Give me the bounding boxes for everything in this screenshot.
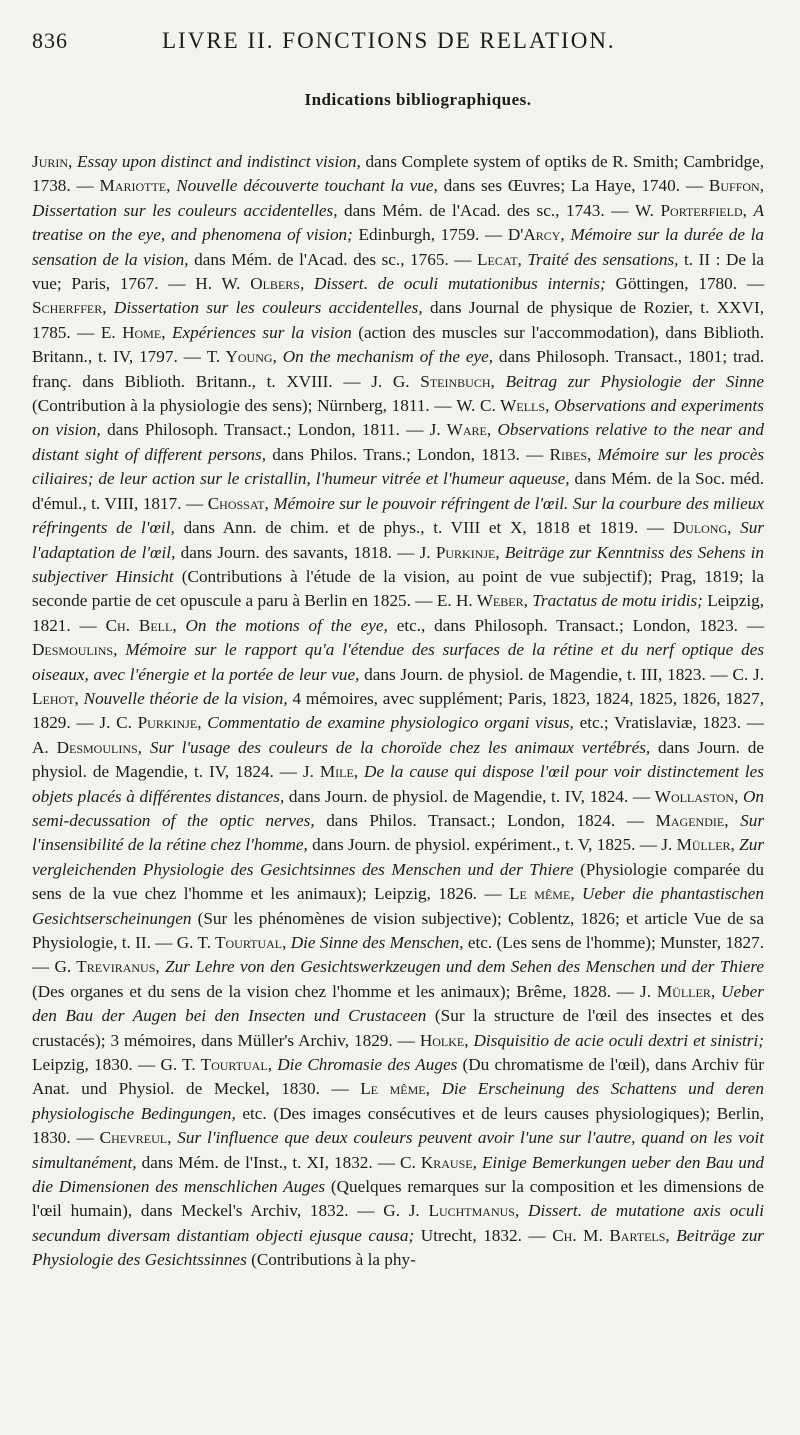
bibliography-entry: C. J. Lehot, Nouvelle théorie de la vision, 4 mémoires, avec supplément; Paris, 1823, 1824, 1825, 1826, 1827, 1829. — xyxy=(32,664,765,733)
bibliography-entry: J. C. Purkinje, Commentatio de examine physiologico organi visus, etc.; Vratislaviæ, 1823. — xyxy=(99,713,764,733)
entry-author: J. Ware xyxy=(429,420,487,440)
bibliography-entry: H. W. Olbers, Dissert. de oculi mutationibus internis; Göttingen, 1780. — xyxy=(195,274,765,294)
entry-details: Utrecht, 1832. — xyxy=(414,1225,553,1245)
bibliography-entry: A. Desmoulins, Sur l'usage des couleurs de la choroïde chez les animaux vertébrés, dans Journ. de physiol. de Magendie, t. IV, 1824. — xyxy=(32,737,765,782)
entry-title: On the mechanism of the eye, xyxy=(282,347,494,367)
entry-author: Holke xyxy=(419,1030,465,1050)
bibliography-entry: J. Ware, Observations relative to the near and distant sight of different persons, dans Philos. Trans.; London, 1813. — xyxy=(32,420,765,464)
bibliography-entry: J. Müller, Ueber den Bau der Augen bei den Insecten und Crustaceen (Sur la structure de l'œil des insectes et des crustacés); 3 mémoires, dans Müller's Archiv, 1829. — xyxy=(32,981,765,1050)
entry-author: Buffon xyxy=(708,176,760,196)
page-header xyxy=(32,28,764,68)
entry-details: dans Ann. de chim. et de phys., t. VIII et X, 1818 et 1819. — xyxy=(174,518,673,538)
entry-title: Tractatus de motu iridis; xyxy=(532,591,703,611)
entry-details: dans Journ. de physiol. de Magendie, t. IV, 1824. — xyxy=(32,737,765,782)
entry-title: Beiträge zur Physiologie des Gesichtssinnes xyxy=(32,1225,764,1270)
entry-author: Ch. M. Bartels xyxy=(552,1225,666,1245)
entry-title: De la cause qui dispose l'œil pour voir distinctement les objets placés à différentes distances, xyxy=(32,762,764,806)
entry-author: Desmoulins xyxy=(32,640,114,660)
entry-title: Beitrag zur Physiologie der Sinne xyxy=(505,371,764,391)
entry-author: Ribes xyxy=(549,444,588,464)
entry-details: dans Journal de physique de Rozier, t. XXVI, 1785. — xyxy=(32,298,764,342)
entry-title: Mémoire sur la durée de la sensation de la vision, xyxy=(32,225,764,269)
entry-title: Die Chromasie des Auges xyxy=(277,1055,458,1075)
entry-title: Traité des sensations, xyxy=(527,249,679,269)
entry-details: (Quelques remarques sur la composition et les dimensions de l'œil humain), dans Meckel's Archiv, 1832. — xyxy=(32,1177,764,1221)
entry-details: Leipzig, 1821. — xyxy=(32,591,765,635)
entry-title: Essay upon distinct and indistinct vision, xyxy=(77,152,361,171)
running-head: LIVRE II. FONCTIONS DE RELATION. xyxy=(162,28,616,53)
entry-details: (Sur la structure de l'œil des insectes et des crustacés); 3 mémoires, dans Müller's Archiv, 1829. — xyxy=(32,1006,765,1050)
entry-title: Einige Bemerkungen ueber den Bau und die Dimensionen des menschlichen Auges xyxy=(32,1152,765,1197)
bibliography-entry: Lecat, Traité des sensations, t. II : De la vue; Paris, 1767. — xyxy=(32,249,764,294)
bibliography-entry: Mariotte, Nouvelle découverte touchant la vue, dans ses Œuvres; La Haye, 1740. — xyxy=(99,176,709,196)
entry-title: A treatise on the eye, and phenomena of vision; xyxy=(32,200,764,245)
bibliography-entry: E. Home, Expériences sur la vision (action des muscles sur l'accommodation), dans Biblioth. Britann., t. IV, 1797. — xyxy=(32,322,764,367)
entry-details: dans Philosoph. Transact., 1801; trad. franç. dans Biblioth. Britann., t. XVIII. — xyxy=(32,347,764,391)
entry-title: Zur Lehre von den Gesichtswerkzeugen und dem Sehen des Menschen und der Thiere xyxy=(165,957,765,977)
entry-author: J. Müller xyxy=(661,835,731,855)
entry-author: Le même xyxy=(360,1079,426,1099)
entry-title: Commentatio de examine physiologico organi visus, xyxy=(207,713,574,733)
entry-details: Göttingen, 1780. — xyxy=(605,274,765,294)
entry-author: E. H. Weber xyxy=(436,591,524,611)
entry-author: T. Young xyxy=(206,347,273,367)
entry-details: (Contributions à l'étude de la vision, au point de vue subjectif); Prag, 1819; la seconde partie de cet opuscule a paru à Berlin en 1825. — xyxy=(32,566,764,611)
entry-author: Ch. Bell xyxy=(105,615,173,635)
entry-title: Dissert. de oculi mutationibus internis; xyxy=(314,274,606,294)
entry-details: etc.; Vratislaviæ, 1823. — xyxy=(573,713,764,733)
bibliography-entry: Le même, Die Erscheinung des Schattens und deren physiologische Bedingungen, etc. (Des images consécutives et de leurs causes physiologiques); Berlin, 1830. — xyxy=(32,1079,765,1148)
entry-author: Lecat xyxy=(477,249,518,269)
bibliography-entry: W. Porterfield, A treatise on the eye, and phenomena of vision; Edinburgh, 1759. — xyxy=(32,200,764,245)
entry-author: Chevreul xyxy=(99,1128,168,1148)
entry-title: Sur l'insensibilité de la rétine chez l'homme, xyxy=(32,810,765,855)
bibliography-text xyxy=(32,150,764,1273)
entry-details: (Contribution à la physiologie des sens); Nürnberg, 1811. — xyxy=(32,396,457,416)
entry-details: dans Complete system of optiks de R. Smith; Cambridge, 1738. — xyxy=(32,152,764,196)
entry-details: dans Mém. de la Soc. méd. d'émul., t. VIII, 1817. — xyxy=(32,469,764,513)
bibliography-entry: D'Arcy, Mémoire sur la durée de la sensation de la vision, dans Mém. de l'Acad. des sc., 1765. — xyxy=(32,225,764,269)
section-title: Indications bibliographiques. xyxy=(304,90,532,109)
bibliography-entry: G. J. Luchtmanus, Dissert. de mutatione axis oculi secundum diversam distantiam objecti ejusque causa; Utrecht, 1832. — xyxy=(32,1201,764,1245)
entry-title: Zur vergleichenden Physiologie des Gesichtsinnes des Menschen und der Thiere xyxy=(32,835,765,879)
bibliography-entry: G. Treviranus, Zur Lehre von den Gesichtswerkzeugen und dem Sehen des Menschen und der Thiere (Des organes et du sens de la vision chez l'homme et les animaux); Brême, 1828. — xyxy=(32,957,765,1001)
entry-author: D'Arcy xyxy=(507,225,561,245)
bibliography-entry: Wollaston, On semi-decussation of the optic nerves, dans Philos. Transact.; London, 1824. — xyxy=(32,786,765,830)
entry-title: Dissertation sur les couleurs accidentelles, xyxy=(113,298,423,318)
entry-author: Wollaston xyxy=(654,786,735,806)
entry-author: J. Mile xyxy=(302,762,354,782)
entry-author: C. Krause xyxy=(400,1152,473,1172)
bibliography-entry: J. Mile, De la cause qui dispose l'œil pour voir distinctement les objets placés à différentes distances, dans Journ. de physiol. de Magendie, t. IV, 1824. — xyxy=(32,762,764,806)
entry-details: etc., dans Philosoph. Transact.; London, 1823. — xyxy=(387,615,765,635)
entry-author: Magendie xyxy=(655,810,725,830)
entry-title: Mémoire sur les procès ciliaires; de leur action sur le cristallin, l'humeur vitrée et l'humeur aqueuse, xyxy=(32,444,765,489)
entry-author: A. Desmoulins xyxy=(32,737,138,757)
entry-title: Sur l'adaptation de l'œil, xyxy=(32,518,765,562)
bibliography-entry: Chossat, Mémoire sur le pouvoir réfringent de l'œil. Sur la courbure des milieux réfringents de l'œil, dans Ann. de chim. et de phys., t. VIII et X, 1818 et 1819. — xyxy=(32,493,765,538)
bibliography-entry: Magendie, Sur l'insensibilité de la rétine chez l'homme, dans Journ. de physiol. expériment., t. V, 1825. — xyxy=(32,810,765,855)
entry-details: dans Journ. de physiol. de Magendie, t. IV, 1824. — xyxy=(284,786,655,806)
entry-details: (Du chromatisme de l'œil), dans Archiv für Anat. und Physiol. de Meckel, 1830. — xyxy=(32,1055,765,1099)
bibliography-entry: J. G. Steinbuch, Beitrag zur Physiologie der Sinne (Contribution à la physiologie des sens); Nürnberg, 1811. — xyxy=(32,371,764,416)
bibliography-entry: Chevreul, Sur l'influence que deux couleurs peuvent avoir l'une sur l'autre, quand on les voit simultanément, dans Mém. de l'Inst., t. XI, 1832. — xyxy=(32,1128,764,1172)
entry-details: (action des muscles sur l'accommodation), dans Biblioth. Britann., t. IV, 1797. — xyxy=(32,322,764,367)
entry-title: Expériences sur la vision xyxy=(171,322,352,342)
entry-title: Dissert. de mutatione axis oculi secundum diversam distantiam objecti ejusque causa; xyxy=(32,1201,764,1245)
entry-title: Die Erscheinung des Schattens und deren physiologische Bedingungen, xyxy=(32,1079,764,1123)
entry-author: J. Müller xyxy=(640,981,711,1001)
entry-title: Ueber die phantastischen Gesichtserscheinungen xyxy=(32,884,764,928)
bibliography-entry: E. H. Weber, Tractatus de motu iridis; Leipzig, 1821. — xyxy=(32,591,765,635)
bibliography-entry: Ch. M. Bartels, Beiträge zur Physiologie des Gesichtssinnes (Contributions à la phy- xyxy=(32,1225,764,1270)
entry-details: etc. (Les sens de l'homme); Munster, 1827. — xyxy=(32,933,764,977)
entry-author: J. Purkinje xyxy=(419,542,496,562)
page-number: 836 xyxy=(32,28,68,53)
entry-title: Dissertation sur les couleurs accidentelles, xyxy=(32,200,338,220)
entry-details: (Physiologie comparée du sens de la vue chez l'homme et les animaux); Leipzig, 1826. — xyxy=(32,859,764,904)
entry-details: dans Mém. de l'Inst., t. XI, 1832. — xyxy=(136,1152,400,1172)
entry-details: dans Philosoph. Transact.; London, 1811. — xyxy=(100,420,430,440)
entry-author: W. C. Wells xyxy=(456,396,546,416)
entry-details: etc. (Des images consécutives et de leurs causes physiologiques); Berlin, 1830. — xyxy=(32,1103,765,1148)
entry-details: dans Mém. de l'Acad. des sc., 1765. — xyxy=(188,249,478,269)
entry-author: Chossat xyxy=(207,493,265,513)
entry-author: Jurin xyxy=(32,152,69,171)
bibliography-entry: J. Müller, Zur vergleichenden Physiologie des Gesichtsinnes des Menschen und der Thiere (Physiologie comparée du sens de la vue chez l'homme et les animaux); Leipzig, 1826. — xyxy=(32,835,765,904)
entry-author: J. G. Steinbuch xyxy=(371,371,491,391)
entry-author: G. Treviranus xyxy=(54,957,156,977)
entry-title: Mémoire sur le pouvoir réfringent de l'œil. Sur la courbure des milieux réfringents de l'œil, xyxy=(32,493,765,538)
bibliography-entry: W. C. Wells, Observations and experiments on vision, dans Philosoph. Transact.; London, 1811. — xyxy=(32,396,764,440)
entry-title: Nouvelle théorie de la vision, xyxy=(83,688,288,708)
entry-details: dans ses Œuvres; La Haye, 1740. — xyxy=(437,176,709,196)
entry-author: Scherffer xyxy=(32,298,103,318)
entry-details: dans Philos. Transact.; London, 1824. — xyxy=(314,810,656,830)
entry-author: Mariotte xyxy=(99,176,167,196)
bibliography-entry: Ch. Bell, On the motions of the eye, etc., dans Philosoph. Transact.; London, 1823. — xyxy=(105,615,765,635)
entry-title: On semi-decussation of the optic nerves, xyxy=(32,786,765,830)
entry-author: G. T. Tourtual xyxy=(160,1055,268,1075)
bibliography-entry: G. T. Tourtual, Die Sinne des Menschen, etc. (Les sens de l'homme); Munster, 1827. — xyxy=(32,933,764,977)
entry-title: Observations and experiments on vision, xyxy=(32,396,764,440)
entry-details: dans Mém. de l'Acad. des sc., 1743. — xyxy=(337,200,635,220)
entry-title: Disquisitio de acie oculi dextri et sinistri; xyxy=(473,1030,764,1050)
bibliography-entry: Jurin, Essay upon distinct and indistinct vision, dans Complete system of optiks de R. Smith; Cambridge, 1738. — xyxy=(32,152,764,196)
entry-author: C. J. Lehot xyxy=(32,664,764,708)
entry-title: On the motions of the eye, xyxy=(185,615,388,635)
bibliography-entry: Desmoulins, Mémoire sur le rapport qu'a l'étendue des surfaces de la rétine et du nerf optique des oiseaux, avec l'énergie et la portée de leur vue, dans Journ. de physiol. de Magendie, t. III, 1823. — xyxy=(32,640,765,684)
bibliography-entry: Dulong, Sur l'adaptation de l'œil, dans Journ. des savants, 1818. — xyxy=(32,518,765,562)
bibliography-entry: J. Purkinje, Beiträge zur Kenntniss des Sehens in subjectiver Hinsicht (Contributions à l'étude de la vision, au point de vue subjectif); Prag, 1819; la seconde partie de cet opuscule a paru à Berlin en 1825. — xyxy=(32,542,765,611)
bibliography-entry: G. T. Tourtual, Die Chromasie des Auges (Du chromatisme de l'œil), dans Archiv für Anat. und Physiol. de Meckel, 1830. — xyxy=(32,1055,765,1099)
entry-details: (Des organes et du sens de la vision chez l'homme et les animaux); Brême, 1828. — xyxy=(32,981,640,1001)
entry-details: dans Journ. de physiol. expériment., t. V, 1825. — xyxy=(307,835,662,855)
bibliography-entry: Scherffer, Dissertation sur les couleurs accidentelles, dans Journal de physique de Rozier, t. XXVI, 1785. — xyxy=(32,298,764,342)
bibliography-entry: T. Young, On the mechanism of the eye, dans Philosoph. Transact., 1801; trad. franç. dans Biblioth. Britann., t. XVIII. — xyxy=(32,347,764,391)
bibliography-entry: Holke, Disquisitio de acie oculi dextri et sinistri; Leipzig, 1830. — xyxy=(32,1030,764,1075)
entry-details: dans Journ. de physiol. de Magendie, t. III, 1823. — xyxy=(359,664,733,684)
entry-author: J. C. Purkinje xyxy=(99,713,198,733)
entry-details: t. II : De la vue; Paris, 1767. — xyxy=(32,249,764,294)
entry-details: dans Journ. des savants, 1818. — xyxy=(175,542,420,562)
entry-author: G. T. Tourtual xyxy=(176,933,283,952)
entry-title: Sur l'usage des couleurs de la choroïde chez les animaux vertébrés, xyxy=(149,737,651,757)
entry-title: Observations relative to the near and distant sight of different persons, xyxy=(32,420,765,464)
entry-title: Ueber den Bau der Augen bei den Insecten und Crustaceen xyxy=(32,981,764,1026)
entry-details: Edinburgh, 1759. — xyxy=(352,225,508,245)
bibliography-entry: C. Krause, Einige Bemerkungen ueber den Bau und die Dimensionen des menschlichen Auges (Quelques remarques sur la composition et les dimensions de l'œil humain), dans Meckel's Archiv, 1832. — xyxy=(32,1152,765,1221)
entry-author: Dulong xyxy=(672,518,728,538)
entry-details: (Contributions à la phy- xyxy=(246,1250,416,1270)
entry-author: G. J. Luchtmanus xyxy=(383,1201,515,1221)
entry-details: Leipzig, 1830. — xyxy=(32,1055,161,1075)
entry-author: W. Porterfield xyxy=(634,200,743,220)
entry-details: dans Philos. Trans.; London, 1813. — xyxy=(266,444,550,464)
entry-author: Le même xyxy=(509,884,571,904)
entry-title: Beiträge zur Kenntniss des Sehens in subjectiver Hinsicht xyxy=(32,542,765,586)
entry-title: Die Sinne des Menschen, xyxy=(290,933,464,952)
entry-title: Nouvelle découverte touchant la vue, xyxy=(176,176,438,196)
bibliography-entry: Buffon, Dissertation sur les couleurs accidentelles, dans Mém. de l'Acad. des sc., 1743. — xyxy=(32,176,764,220)
bibliography-entry: Le même, Ueber die phantastischen Gesichtserscheinungen (Sur les phénomènes de vision subjective); Coblentz, 1826; et article Vue de sa Physiologie, t. II. — xyxy=(32,884,764,952)
entry-title: Sur l'influence que deux couleurs peuvent avoir l'une sur l'autre, quand on les voit simultanément, xyxy=(32,1128,764,1172)
entry-title: Mémoire sur le rapport qu'a l'étendue des surfaces de la rétine et du nerf optique des oiseaux, avec l'énergie et la portée de leur vue, xyxy=(32,640,765,684)
entry-author: E. Home xyxy=(100,322,162,342)
bibliography-entry: Ribes, Mémoire sur les procès ciliaires; de leur action sur le cristallin, l'humeur vitrée et l'humeur aqueuse, dans Mém. de la Soc. méd. d'émul., t. VIII, 1817. — xyxy=(32,444,765,513)
entry-author: H. W. Olbers xyxy=(195,274,300,294)
entry-details: (Sur les phénomènes de vision subjective); Coblentz, 1826; et article Vue de sa Physiologie, t. II. — xyxy=(32,908,764,952)
entry-details: 4 mémoires, avec supplément; Paris, 1823, 1824, 1825, 1826, 1827, 1829. — xyxy=(32,688,765,733)
